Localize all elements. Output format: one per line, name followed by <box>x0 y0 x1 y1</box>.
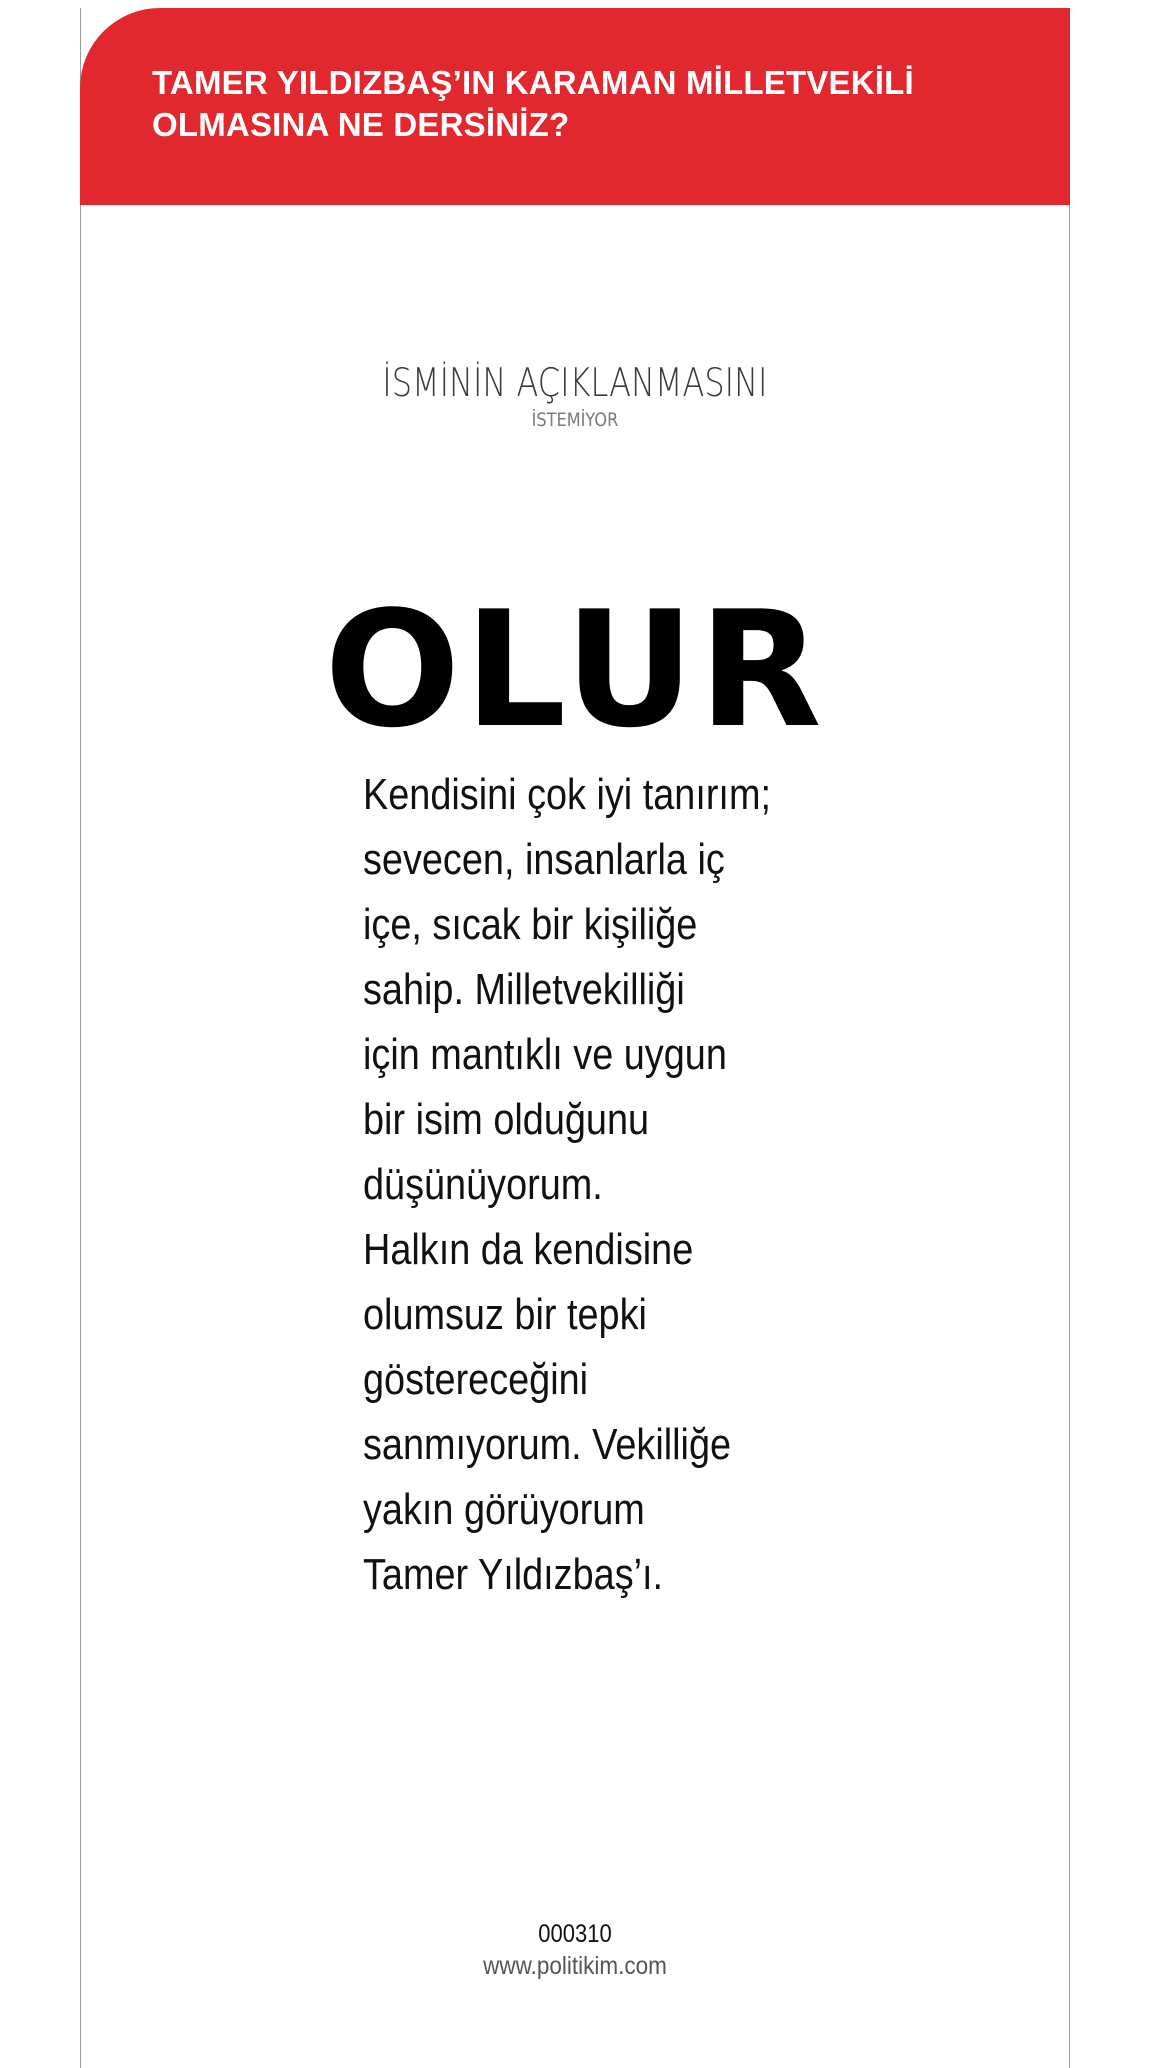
statement-text <box>363 762 833 1607</box>
answer-label: OLUR <box>324 576 826 763</box>
statement-line: olumsuz bir tepki <box>363 1290 647 1339</box>
document-code: 000310 <box>538 1920 612 1948</box>
statement-line: bir isim olduğunu <box>363 1095 650 1144</box>
statement-line: Kendisini çok iyi tanırım; <box>363 770 771 819</box>
statement-line: sahip. Milletvekilliği <box>363 965 685 1014</box>
statement-line: içe, sıcak bir kişiliğe <box>363 900 698 949</box>
respondent-block <box>0 360 1150 432</box>
statement-line: sanmıyorum. Vekilliğe <box>363 1420 732 1469</box>
question-title-line-2: OLMASINA NE DERSİNİZ? <box>152 106 570 143</box>
statement-line: yakın görüyorum <box>363 1485 645 1534</box>
statement-line: göstereceğini <box>363 1355 589 1404</box>
respondent-subtitle: İSTEMİYOR <box>531 409 619 431</box>
statement-line: düşünüyorum. <box>363 1160 603 1209</box>
question-header <box>80 8 1070 205</box>
respondent-name: İSMİNİN AÇIKLANMASINI <box>382 361 768 406</box>
statement-line: Halkın da kendisine <box>363 1225 694 1274</box>
question-title-line-1: TAMER YILDIZBAŞ’IN KARAMAN MİLLETVEKİLİ <box>152 64 914 101</box>
question-title <box>152 62 1030 146</box>
statement-line: Tamer Yıldızbaş’ı. <box>363 1550 664 1599</box>
website-link[interactable]: www.politikim.com <box>483 1952 667 1980</box>
statement-line: için mantıklı ve uygun <box>363 1030 727 1079</box>
statement-line: sevecen, insanlarla iç <box>363 835 725 884</box>
footer <box>0 1918 1150 1982</box>
